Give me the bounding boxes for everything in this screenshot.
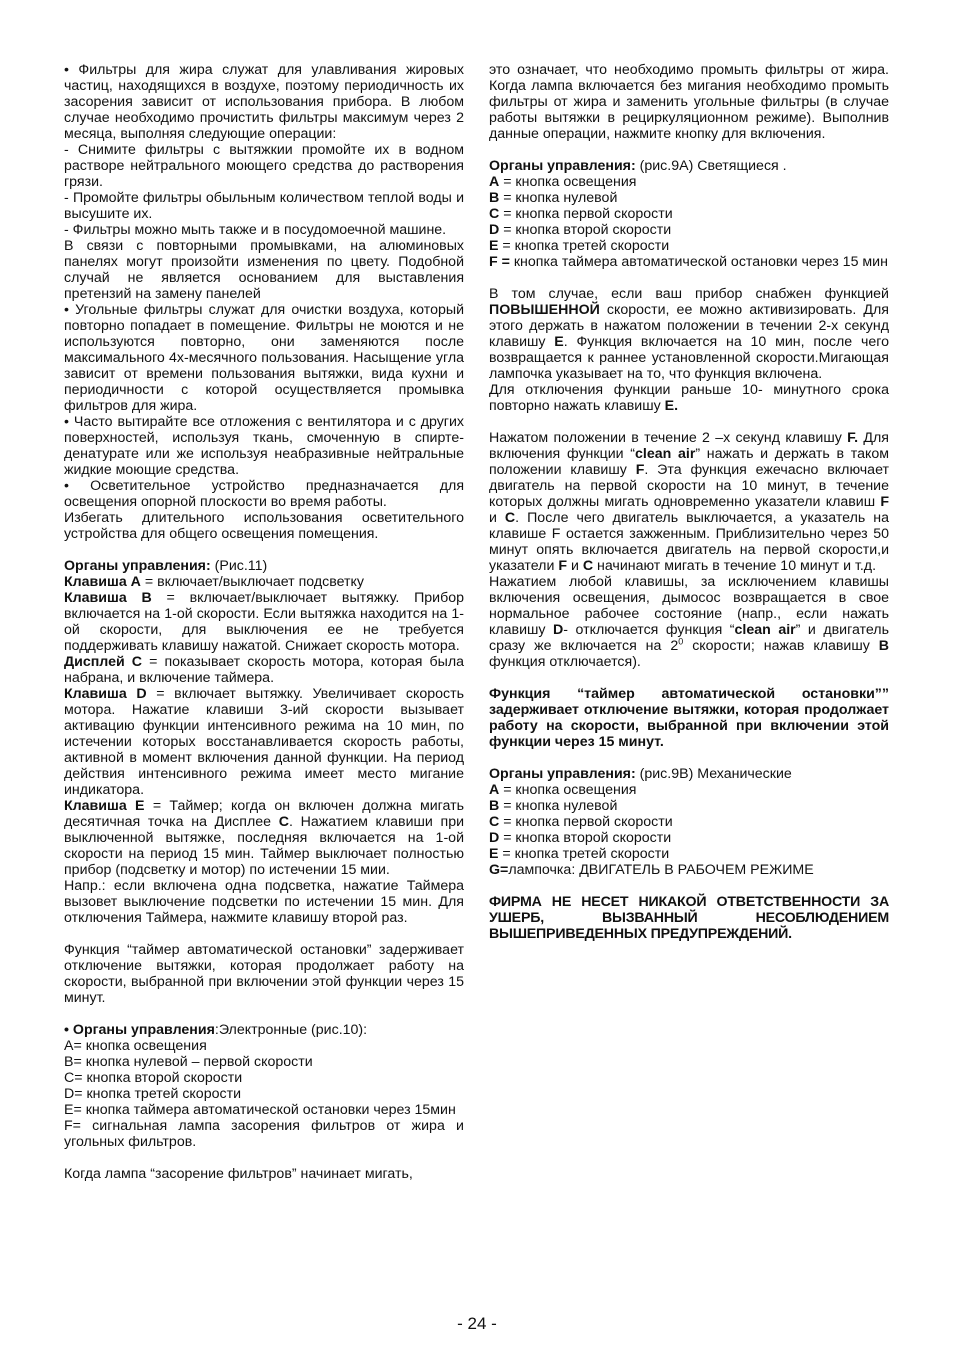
filter-rinse-step: - Промойте фильтры обыльным количеством теплой воды и высушите их.	[64, 190, 464, 222]
key-a-description: Клавиша А = включает/выключает подсветку	[64, 574, 364, 590]
fig9b-item: B = кнопка нулевой	[489, 798, 618, 814]
fig9b-item: D = кнопка второй скорости	[489, 830, 672, 846]
fig9a-item: C = кнопка первой скорости	[489, 206, 673, 222]
fig9a-item: D = кнопка второй скорости	[489, 222, 672, 238]
electronic-controls-heading: • Органы управления:Электронные (рис.10):	[64, 1022, 368, 1038]
filter-lamp-paragraph-start: Когда лампа “засорение фильтров” начинает мигать,	[64, 1166, 413, 1182]
electronic-item-c: С= кнопка второй скорости	[64, 1070, 243, 1086]
right-column	[489, 62, 889, 942]
fig9a-item: E = кнопка третей скорости	[489, 238, 670, 254]
fig9b-item: E = кнопка третей скорости	[489, 846, 670, 862]
normal-state-paragraph: Нажатием любой клавишы, за исключением клавишы включения освещения, дымосос возвращается в свое нормальное рабочее состояние (напр., если нажать клавишу D- отключается функция “clean air” и двигатель сразу же включается на $2^0$ скорости; нажав клавишу B функция отключается).	[489, 574, 889, 670]
lighting-paragraph: • Осветительное устройство предназначается для освещения опорной плоскости во время работы.	[64, 478, 464, 510]
electronic-item-a: А= кнопка освещения	[64, 1038, 207, 1054]
filter-dishwasher-step: - Фильтры можно мыть также и в посудомоечной машине.	[64, 222, 447, 238]
liability-disclaimer: ФИРМА НЕ НЕСЕТ НИКАКОЙ ОТВЕТСТВЕННОСТИ ЗА УШЕРБ, ВЫЗВАННЫЙ НЕСОБЛЮДЕНИЕМ ВЫШЕПРИВЕДЕННЫХ ПРЕДУПРЕЖДЕНИЙ.	[489, 894, 889, 942]
key-b-description: Клавиша В = включает/выключает вытяжку. Прибор включается на 1-ой скорости. Если вытяжка находится на 1-ой скорости, для выключения ее не требуется поддерживать клавишу нажатой. Снижает скорость мотора.	[64, 590, 464, 654]
controls-fig9b-heading: Органы управления: (рис.9В) Механические	[489, 766, 792, 782]
timer-function-paragraph: Функция “таймер автоматической остановки” задерживает отключение вытяжки, которая продолжает работу на скорости, выбранной при включении этой функции через 15 минут.	[64, 942, 464, 1006]
fig9a-item: B = кнопка нулевой	[489, 190, 618, 206]
electronic-item-b: В= кнопка нулевой – первой скорости	[64, 1054, 313, 1070]
controls-fig11-heading: Органы управления: (Рис.11)	[64, 558, 268, 574]
fig9b-item: G=лампочка: ДВИГАТЕЛЬ В РАБОЧЕМ РЕЖИМЕ	[489, 862, 814, 878]
left-column	[64, 62, 464, 1182]
carbon-filters-paragraph: • Угольные фильтры служат для очистки воздуха, который повторно попадает в помещение. Фильтры не моются и не используются повторно, они заменяются после максимального 4х-месячного пользования. Насыщение угла зависит от времени пользования вытяжки, вида кухни и периодичности с которой осуществляется промывка фильтров для жира.	[64, 302, 464, 414]
lighting-warning: Избегать длительного использования осветительного устройства для общего освещения помещения.	[64, 510, 464, 542]
filter-wash-step: - Снимите фильтры с вытяжкии промойте их в водном растворе нейтрального моющего средства до растворения грязи.	[64, 142, 464, 190]
filter-lamp-paragraph-end: это означает, что необходимо промыть фильтры от жира. Когда лампа включается без мигания необходимо промыть фильтры от жира и заменить угольные фильтры (в случае работы вытяжки в рециркуляционном режиме). Выполнив данные операции, нажмите кнопку для включения.	[489, 62, 889, 142]
timer-function-bold-paragraph: Функция “таймер автоматической остановки”” задерживает отключение вытяжки, которая продолжает работу на скорости, выбранной при включении этой функции через 15 минут.	[489, 686, 889, 750]
boost-off-paragraph: Для отключения функции раньше 10- минутного срока повторно нажать клавишу Е.	[489, 382, 889, 414]
fan-cleaning-paragraph: • Часто вытирайте все отложения с вентилятора и с других поверхностей, используя ткань, смоченную в спирте-денатурате или же используя неабразивные нейтральные жидкие моющие средства.	[64, 414, 464, 478]
clean-air-paragraph: Нажатом положении в течение 2 –х секунд клавишу F. Для включения функции “clean air” нажать и держать в таком положении клавишу F. Эта функция ежечасно включает двигатель на первой скорости на 10 минут, в течение которых должны мигать одновременно указатели клавиш F и C. После чего двигатель выключается, а указатель на клавише F остается зажженным. Приблизительно через 50 минут опять включается двигатель на первой скорости,и указатели F и C начинают мигать в течение 10 минут и т.д.	[489, 430, 889, 574]
page-number: - 24 -	[457, 1314, 497, 1333]
electronic-item-f: F= сигнальная лампа засорения фильтров от жира и угольных фильтров.	[64, 1118, 464, 1150]
fig9b-item: C = кнопка первой скорости	[489, 814, 673, 830]
aluminium-color-note: В связи с повторными промывками, на алюминовых панелях могут произойти изменения по цвету. Подобной случай не является основанием для выставления претензий на замену панелей	[64, 238, 464, 302]
fig9b-item: A = кнопка освещения	[489, 782, 637, 798]
electronic-item-e: Е= кнопка таймера автоматической остановки через 15мин	[64, 1102, 456, 1118]
timer-example-note: Напр.: если включена одна подсветка, нажатие Таймера вызовет выключение подсветки по истечении 15 мин. Для отключения Таймера, нажмите клавишу второй раз.	[64, 878, 464, 926]
boost-function-paragraph: В том случае, если ваш прибор снабжен функцией ПОВЫШЕННОЙ скорости, ее можно активизировать. Для этого держать в нажатом положении в течении 2-х секунд клавишу Е. Функция включается на 10 мин, после чего возвращается к раннее установленной скорости.Мигающая лампочка указывает на то, что функция включена.	[489, 286, 889, 382]
fig9a-item: A = кнопка освещения	[489, 174, 637, 190]
controls-fig9a-heading: Органы управления: (рис.9А) Светящиеся .	[489, 158, 787, 174]
display-c-description: Дисплей С = показывает скорость мотора, которая была набрана, и включение таймера.	[64, 654, 464, 686]
fig9a-item: F = кнопка таймера автоматической остановки через 15 мин	[489, 254, 888, 270]
key-d-description: Клавиша D = включает вытяжку. Увеличивает скорость мотора. Нажатие клавиши 3-ий скорости вызывает активацию функции интенсивного режима на 10 мин, по истечении которых восстанавливается скорость работы, активной в момент включения данной функции. На период действия интенсивного режима имеет место мигание индикатора.	[64, 686, 464, 798]
grease-filters-paragraph: • Фильтры для жира служат для улавливания жировых частиц, находящихся в воздухе, поэтому периодичность их засорения зависит от использования прибора. В любом случае необходимо прочистить фильтры максимум через 2 месяца, выполняя следующие операции:	[64, 62, 464, 142]
electronic-item-d: D= кнопка третей скорости	[64, 1086, 241, 1102]
key-e-description: Клавиша Е = Таймер; когда он включен должна мигать десятичная точка на Дисплее С. Нажатием клавиши при выключенной вытяжке, последняя включается на 1-ой скорости на период 15 мин. Таймер выключает полностью прибор (подсветку и мотор) по истечении 15 мии.	[64, 798, 465, 878]
